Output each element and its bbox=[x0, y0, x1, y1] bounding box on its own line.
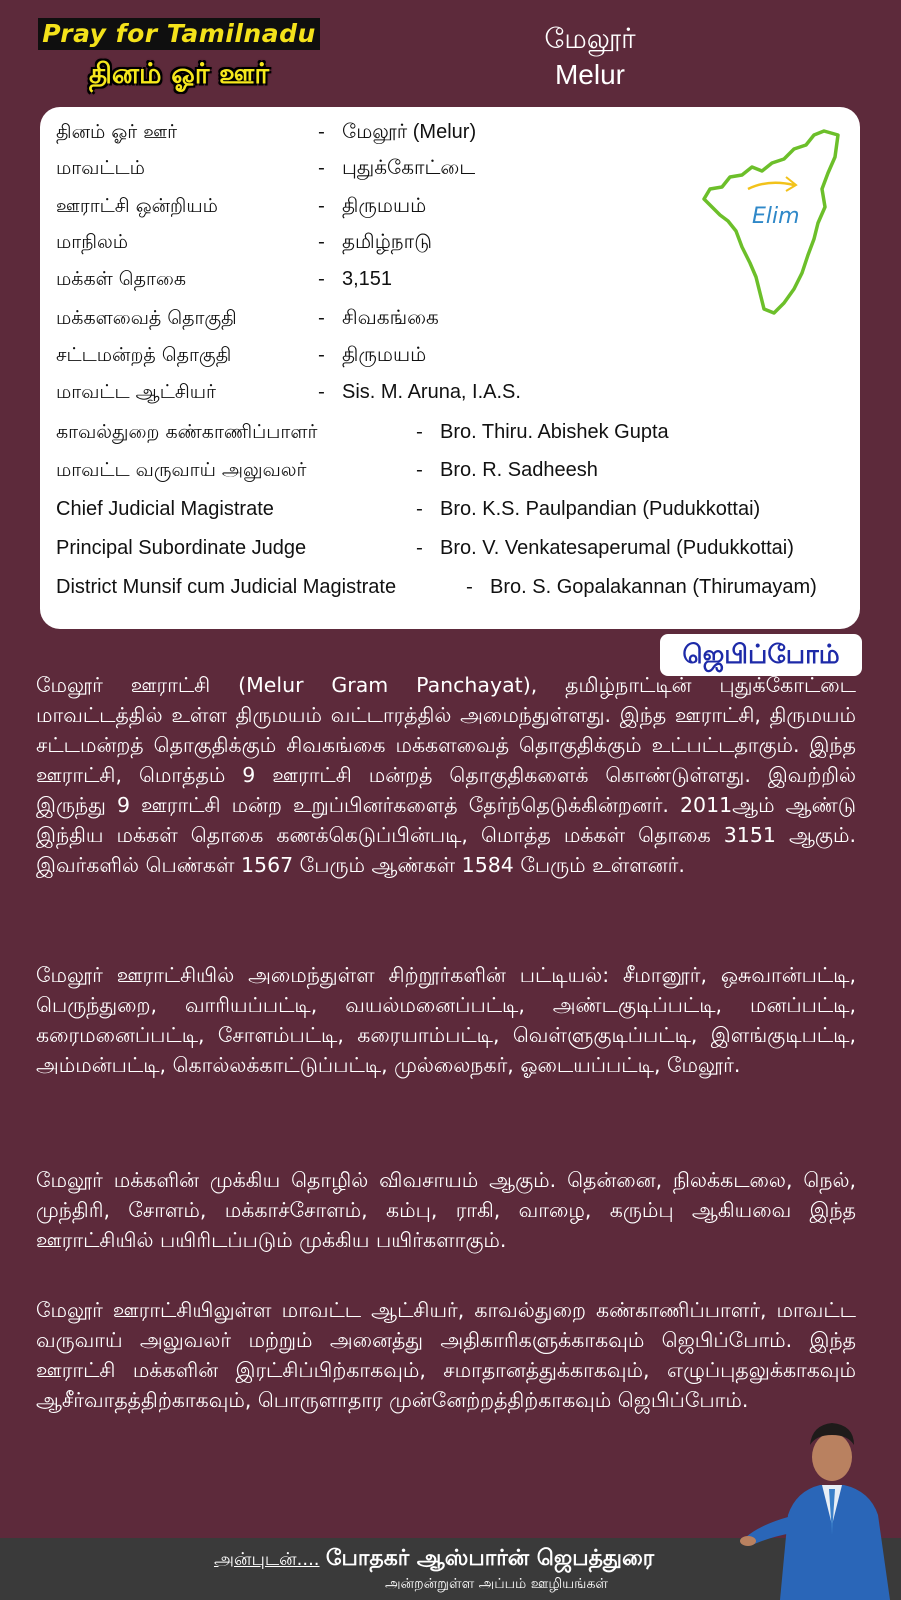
info-label: மக்களவைத் தொகுதி bbox=[56, 307, 237, 329]
signatory-name: போதகர் ஆஸ்பார்ன் ஜெபத்துரை bbox=[325, 1546, 655, 1571]
info-separator: - bbox=[416, 459, 423, 481]
info-separator: - bbox=[318, 268, 325, 290]
info-value: திருமயம் bbox=[342, 344, 427, 366]
info-separator: - bbox=[416, 421, 423, 443]
info-value: திருமயம் bbox=[342, 195, 427, 217]
village-name-english: Melur bbox=[554, 59, 625, 90]
info-label: Chief Judicial Magistrate bbox=[56, 498, 274, 520]
info-value: சிவகங்கை bbox=[342, 307, 439, 329]
info-value: Sis. M. Aruna, I.A.S. bbox=[342, 381, 521, 403]
brand-tamil-title: தினம் ஓர் ஊர் bbox=[88, 57, 270, 90]
info-label: தினம் ஓர் ஊர் bbox=[56, 121, 178, 143]
village-name-tamil: மேலூர் bbox=[544, 22, 636, 55]
info-value: தமிழ்நாடு bbox=[342, 231, 432, 253]
info-value: Bro. V. Venkatesaperumal (Pudukkottai) bbox=[440, 537, 794, 559]
info-label: District Munsif cum Judicial Magistrate bbox=[56, 576, 397, 598]
footer-signature bbox=[214, 1544, 654, 1574]
brand-logo bbox=[38, 18, 320, 96]
info-separator: - bbox=[466, 576, 473, 598]
info-value: 3,151 bbox=[342, 268, 393, 290]
elim-logo-text: Elim bbox=[752, 204, 800, 229]
info-separator: - bbox=[318, 157, 325, 179]
info-separator: - bbox=[318, 121, 325, 143]
info-value: Bro. K.S. Paulpandian (Pudukkottai) bbox=[440, 498, 761, 520]
info-label: மாவட்டம் bbox=[56, 157, 145, 179]
paragraph-hamlets: மேலூர் ஊராட்சியில் அமைந்துள்ள சிற்றூர்களின் பட்டியல்: சீமானூர், ஒசுவான்பட்டி, பெருந்துறை, வாரியப்பட்டி, வயல்மனைப்பட்டி, அண்டகுடிப்பட்டி, மனப்பட்டி, கரைமனைப்பட்டி, சோளம்பட்டி, கரையாம்பட்டி, வெள்ளுகுடிப்பட்டி, இளங்குடிபட்டி, அம்மன்பட்டி, கொல்லக்காட்டுப்பட்டி, முல்லைநகர், ஓடையப்பட்டி, மேலூர். bbox=[36, 963, 856, 1077]
ministry-name: அன்றன்றுள்ள அப்பம் ஊழியங்கள் bbox=[385, 1576, 609, 1592]
info-label: Principal Subordinate Judge bbox=[56, 537, 307, 559]
info-label: மாவட்ட ஆட்சியர் bbox=[56, 381, 216, 403]
info-separator: - bbox=[318, 231, 325, 253]
tamilnadu-map-icon bbox=[698, 127, 846, 317]
info-value: புதுக்கோட்டை bbox=[342, 157, 476, 179]
info-value: Bro. Thiru. Abishek Gupta bbox=[440, 421, 669, 443]
info-label: மாநிலம் bbox=[56, 231, 129, 253]
info-separator: - bbox=[416, 498, 423, 520]
info-label: காவல்துறை கண்காணிப்பாளர் bbox=[56, 421, 318, 443]
info-separator: - bbox=[318, 307, 325, 329]
info-separator: - bbox=[416, 537, 423, 559]
paragraph-agriculture: மேலூர் மக்களின் முக்கிய தொழில் விவசாயம் ஆகும். தென்னை, நிலக்கடலை, நெல், முந்திரி, சோளம், மக்காச்சோளம், கம்பு, ராகி, வாழை, கரும்பு ஆகியவை இந்த ஊராட்சியில் பயிரிடப்படும் முக்கிய பயிர்களாகும். bbox=[36, 1168, 856, 1252]
info-label: ஊராட்சி ஒன்றியம் bbox=[56, 195, 218, 217]
info-label: சட்டமன்றத் தொகுதி bbox=[56, 344, 232, 366]
info-value: Bro. S. Gopalakannan (Thirumayam) bbox=[490, 576, 817, 598]
info-label: மாவட்ட வருவாய் அலுவலர் bbox=[56, 459, 307, 481]
info-separator: - bbox=[318, 381, 325, 403]
info-separator: - bbox=[318, 344, 325, 366]
info-label: மக்கள் தொகை bbox=[56, 268, 187, 290]
paragraph-overview: மேலூர் ஊராட்சி (Melur Gram Panchayat), தமிழ்நாட்டின் புதுக்கோட்டை மாவட்டத்தில் உள்ள திருமயம் வட்டாரத்தில் அமைந்துள்ளது. இந்த ஊராட்சி, திருமயம் சட்டமன்றத் தொகுதிக்கும் சிவகங்கை மக்களவைத் தொகுதிக்கும் உட்பட்டதாகும். இந்த ஊராட்சி, மொத்தம் 9 ஊராட்சி மன்றத் தொகுதிகளைக் கொண்டுள்ளது. இவற்றில் இருந்து 9 ஊராட்சி மன்ற உறுப்பினர்களைத் தேர்ந்தெடுக்கின்றனர். 2011ஆம் ஆண்டு இந்திய மக்கள் தொகை கணக்கெடுப்பின்படி, மொத்த மக்கள் தொகை 3151 ஆகும். இவர்களில் பெண்கள் 1567 பேரும் ஆண்கள் 1584 பேரும் உள்ளனர். bbox=[36, 673, 856, 877]
pray-badge: ஜெபிப்போம் bbox=[660, 634, 862, 676]
paragraph-prayer: மேலூர் ஊராட்சியிலுள்ள மாவட்ட ஆட்சியர், காவல்துறை கண்காணிப்பாளர், மாவட்ட வருவாய் அலுவலர் மற்றும் அனைத்து அதிகாரிகளுக்காகவும் ஜெபிப்போம். இந்த ஊராட்சி மக்களின் இரட்சிப்பிற்காகவும், சமாதானத்துக்காகவும், எழுப்புதலுக்காகவும் ஆசீர்வாதத்திற்காகவும், பொருளாதார முன்னேற்றத்திற்காகவும் ஜெபிப்போம். bbox=[36, 1298, 856, 1412]
info-value: மேலூர் (Melur) bbox=[342, 121, 477, 143]
info-card bbox=[40, 107, 860, 629]
brand-english-title: Pray for Tamilnadu bbox=[38, 18, 320, 50]
with-love-text: அன்புடன்.... bbox=[214, 1549, 320, 1570]
pastor-photo bbox=[740, 1405, 901, 1600]
info-value: Bro. R. Sadheesh bbox=[440, 459, 598, 481]
info-separator: - bbox=[318, 195, 325, 217]
